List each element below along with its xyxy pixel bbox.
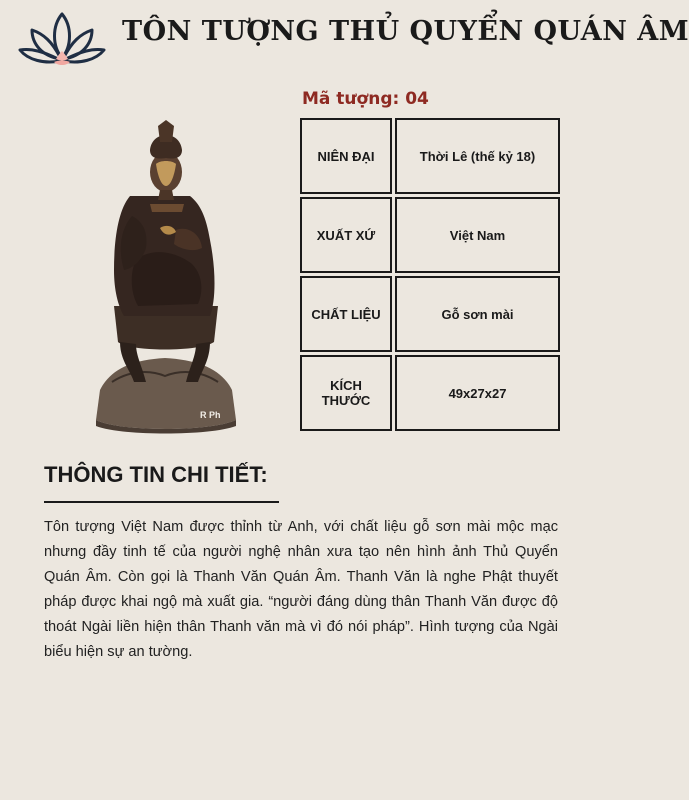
spec-row <box>300 118 560 194</box>
details-body: Tôn tượng Việt Nam được thỉnh từ Anh, với chất liệu gỗ sơn mài mộc mạc nhưng đầy tinh tế của người nghệ nhân xưa tạo nên hình ảnh Thủ Quyển Quán Âm. Còn gọi là Thanh Văn Quán Âm. Thanh Văn là nghe Phật thuyết pháp được khai ngộ mà xuất gia. “người đáng dùng thân Thanh Văn được độ thoát Ngài liền hiện thân Thanh văn mà vì đó nói pháp”. Hình tượng của Ngài biểu hiện sự an tường. <box>44 519 558 660</box>
spec-key: XUẤT XỨ <box>300 197 392 273</box>
spec-key: CHẤT LIỆU <box>300 276 392 352</box>
page-title: TÔN TƯỢNG THỦ QUYỂN QUÁN ÂM <box>122 16 689 47</box>
spec-key: NIÊN ĐẠI <box>300 118 392 194</box>
heading-divider <box>44 501 279 503</box>
spec-row <box>300 276 560 352</box>
spec-value: 49x27x27 <box>395 355 560 431</box>
statue-code: Mã tượng: 04 <box>302 89 429 109</box>
specs-table <box>300 118 560 434</box>
spec-key: KÍCH THƯỚC <box>300 355 392 431</box>
spec-row <box>300 197 560 273</box>
statue-image <box>90 120 240 436</box>
spec-row <box>300 355 560 431</box>
spec-value: Gỗ sơn mài <box>395 276 560 352</box>
lotus-icon <box>16 10 108 70</box>
details-heading: THÔNG TIN CHI TIẾT: <box>44 462 268 487</box>
spec-value: Thời Lê (thế kỷ 18) <box>395 118 560 194</box>
watermark: R Ph <box>200 410 221 420</box>
spec-value: Việt Nam <box>395 197 560 273</box>
